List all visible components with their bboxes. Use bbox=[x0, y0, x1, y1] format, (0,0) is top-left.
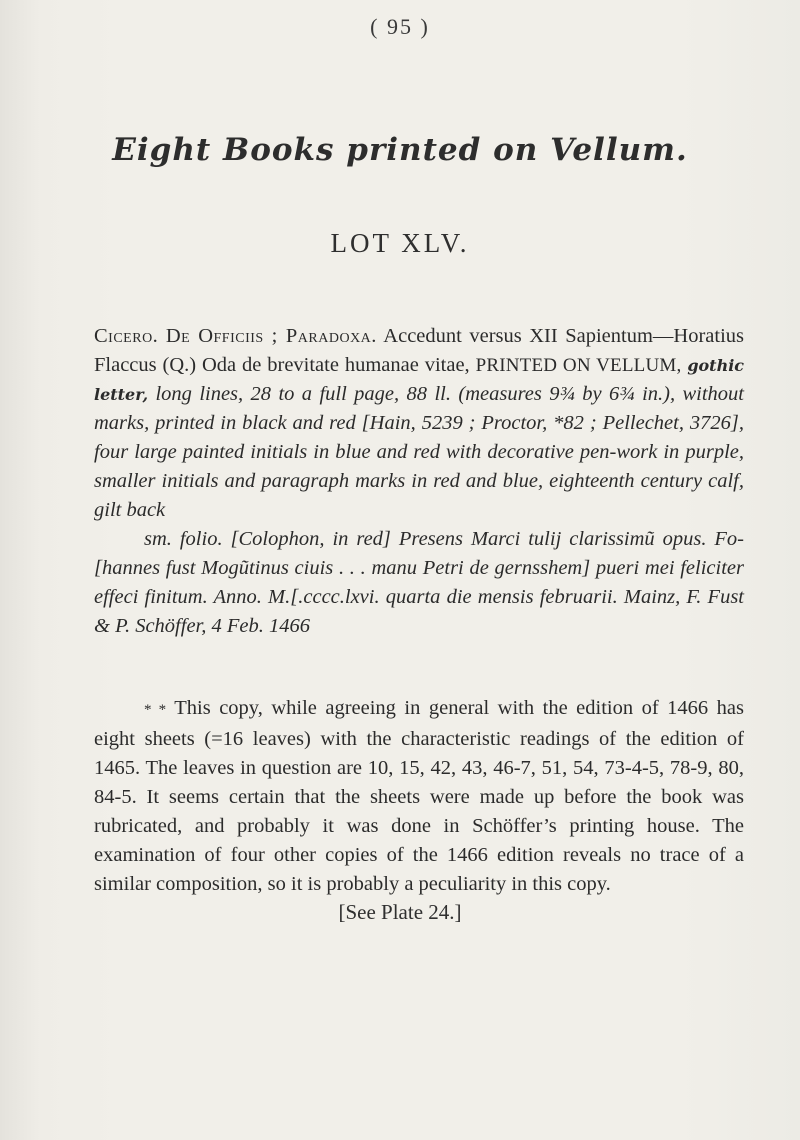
plate-reference bbox=[0, 900, 800, 925]
note-marker: * * bbox=[144, 702, 167, 718]
note-text: This copy, while agreeing in general with the edition of 1466 has eight sheets (=16 leaves) with the characteristic readings of the edition of 1465. The leaves in question are 10, 15, 42, 43, 46-7, 51, 54, 73-4-5, 78-9, 80, 84-5. It seems certain that the sheets were made up before the book was rubricated, and probably it was done in Schöffer’s printing house. The examination of four other copies of the 1466 edition reveals no trace of a similar composition, so it is probably a peculiarity in this copy. bbox=[94, 697, 744, 895]
page-number: ( 95 ) bbox=[370, 14, 430, 39]
entry-gothic-letter: gothic letter, bbox=[94, 356, 745, 404]
entry-text-2: long lines, 28 to a full page, 88 ll. (measures 9¾ by 6¾ in.), without marks, printed in black and red bbox=[94, 383, 744, 434]
entry-format: sm. folio. bbox=[144, 528, 223, 550]
catalogue-entry bbox=[94, 322, 744, 641]
entry-text-3: [Hain, 5239 ; Proctor, *82 ; Pellechet, 3726], four large painted initials in blue and red with decorative pen-work in purple, smaller initials and paragraph marks in red and blue, eighteenth century calf, gilt back bbox=[94, 412, 744, 521]
entry-author: Cicero. bbox=[94, 325, 159, 347]
plate-reference-text: [See Plate 24.] bbox=[338, 900, 462, 924]
entry-colophon: [Colophon, in red] Presens Marci tulij clarissimũ opus. Fo-[hannes fust Mogũtinus ciuis . . . manu Petri de gernsshem] pueri mei feliciter effeci finitum. Anno. M.[.cccc.lxvi. quarta die mensis februarii. Mainz, F. Fust & P. Schöffer, 4 Feb. 1466 bbox=[94, 528, 744, 637]
section-heading: Eight Books printed on Vellum. bbox=[112, 132, 688, 168]
lot-number: LOT XLV. bbox=[330, 228, 470, 258]
entry-text-1: Accedunt versus XII Sapientum—Horatius Flaccus (Q.) Oda de brevitate humanae vitae, bbox=[94, 325, 744, 376]
collation-note bbox=[94, 694, 744, 899]
entry-title: De Officiis ; Paradoxa. bbox=[165, 325, 377, 347]
entry-printed-on-vellum: PRINTED ON VELLUM, bbox=[475, 355, 682, 376]
